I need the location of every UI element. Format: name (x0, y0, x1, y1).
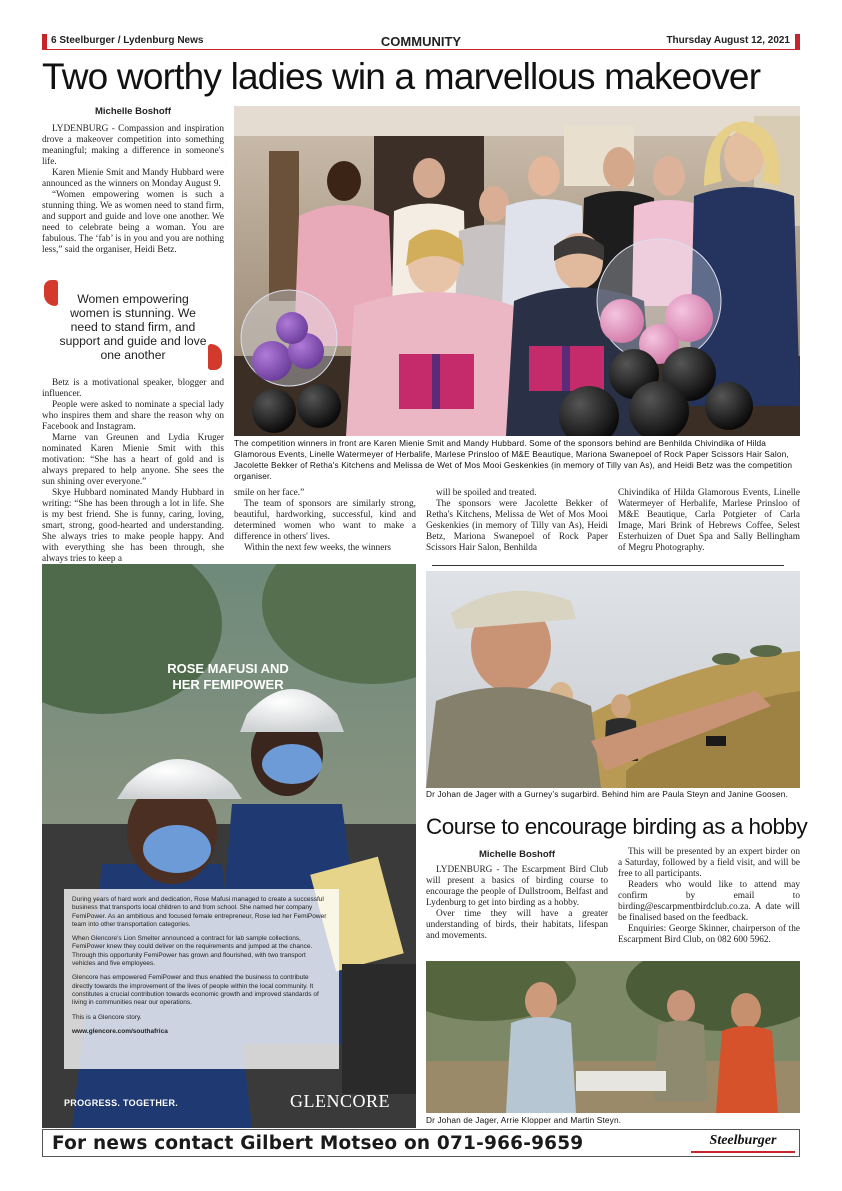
paragraph: Skye Hubbard nominated Mandy Hubbard in writing: “She has been through a lot in life. She is my best friend. She is funny, caring, loving, smart, strong, good-hearted and understanding. She always tries to make people happy. And with everything she has been through, she always tries to keep a (42, 488, 224, 564)
winners-photo-art (234, 106, 800, 436)
winners-photo-caption: The competition winners in front are Karen Mienie Smit and Mandy Hubbard. Some of the sponsors behind are Benhilda Chivindika of Hilda Glamorous Events, Linelle Watermeyer of Herbalife, Marlese Prinsloo of M&E Beautique, Mariona Swanepoel of Rock Paper Scissors Hair Salon, Jacolette Bekker of Retha's Kitchens and Melissa de Wet of Mos Mooi Geskenkies (in memory of Tilly van As), and Heidi Betz was the competition organiser. (234, 438, 793, 481)
paragraph: Karen Mienie Smit and Mandy Hubbard were announced as the winners on Monday August 9. (42, 168, 224, 189)
steelburger-logo: Steelburger (691, 1133, 795, 1153)
article2-byline: Michelle Boshoff (478, 849, 555, 860)
paragraph: Marne van Greunen and Lydia Kruger nominated Karen Mienie Smit with this motivation: “She has a heart of gold and is always prepared to help anyone. She sees the sun shining over everyone.” (42, 433, 224, 487)
glencore-advert[interactable] (42, 564, 416, 1128)
header-page-info: 6 Steelburger / Lydenburg News (51, 35, 204, 46)
quote-open-icon (44, 280, 58, 306)
paragraph: Chivindika of Hilda Glamorous Events, Linelle Watermeyer of Herbalife, Marlese Prinsloo of M&E Beautique, Carla Potgieter of Carla Image, Mari Brink of Hebrews Coffee, Selest Esterhuizen of Duet Spa and Sally Bellingham of Megru Photography. (618, 488, 800, 553)
advert-title: ROSE MAFUSI AND HER FEMIPOWER (167, 661, 289, 692)
paragraph: Glencore has empowered FemiPower and thus enabled the business to contribute directly towards the improvement of the lives of people within the local community. It constitutes a crucial contribution towards economic growth and improved standards of living in communities near our operations. (72, 974, 319, 1007)
paragraph: LYDENBURG - The Escarpment Bird Club will present a basics of birding course to encourage the people of Dullstroom, Belfast and Lydenburg to get into birding as a hobby. (426, 865, 608, 908)
article1-col3 (426, 488, 608, 554)
article1-col1-bottom (42, 378, 224, 565)
paragraph: This is a Glencore story. (72, 1013, 142, 1021)
winners-photo (234, 106, 800, 436)
pull-quote (42, 280, 224, 370)
article1-col1-top (42, 124, 224, 256)
paragraph: The team of sponsors are similarly strong, beautiful, hardworking, successful, kind and determined women who want to make a difference in others' lives. (234, 499, 416, 542)
article1-byline: Michelle Boshoff (94, 106, 171, 117)
paragraph: When Glencore's Lion Smelter announced a contract for lab sample collections, FemiPower knew they could deliver on the requirements and jumped at the chance. Through this opportunity FemiPower has grown and flourished, with two transport vehicles and five employees. (72, 935, 313, 968)
advert-tagline: PROGRESS. TOGETHER. (64, 1098, 179, 1108)
sugarbird-photo-caption: Dr Johan de Jager with a Gurney’s sugarbird. Behind him are Paula Steyn and Janine Goosen. (426, 789, 789, 799)
article2-headline: Course to encourage birding as a hobby (426, 814, 808, 839)
birding-group-photo-art (426, 961, 800, 1113)
divider (432, 565, 784, 566)
paragraph: Readers who would like to attend may confirm by email to birding@escarpmentbirdclub.co.za. A date will be finalised based on the feedback. (618, 880, 800, 923)
footer-banner (42, 1129, 800, 1157)
article2-col2 (618, 847, 800, 946)
pull-quote-text: Women empowering women is stunning. We need to stand firm, and support and guide and love one another (59, 292, 207, 362)
article2-col1 (426, 865, 608, 942)
article1-headline: Two worthy ladies win a marvellous makeover (42, 56, 761, 97)
article1-col4 (618, 488, 800, 554)
advert-text-box (64, 889, 339, 1069)
paragraph: Enquiries: George Skinner, chairperson of the Escarpment Bird Club, on 082 600 5962. (618, 924, 800, 945)
paragraph: LYDENBURG - Compassion and inspiration drove a makeover competition into something meaningful; making a difference in someone's life. (42, 124, 224, 167)
paragraph: will be spoiled and treated. (436, 488, 537, 498)
header-accent-right (795, 34, 800, 49)
footer-contact: For news contact Gilbert Motseo on 071-966-9659 (52, 1133, 584, 1154)
sugarbird-photo (426, 571, 800, 788)
advert-url[interactable]: www.glencore.com/southafrica (72, 1027, 168, 1035)
glencore-logo: GLENCORE (290, 1091, 390, 1111)
header-section: COMMUNITY (380, 34, 462, 49)
birding-group-photo-caption: Dr Johan de Jager, Arrie Klopper and Martin Steyn. (426, 1115, 622, 1125)
paragraph: People were asked to nominate a special lady who inspires them and share the reason why on Facebook and Instagram. (42, 400, 224, 432)
paragraph: “Women empowering women is such a stunning thing. We as women need to stand firm, and support and guide and love one another. We need to celebrate being a woman. You are fabulous. The ‘fab’ is in you and you are nothing less,” said the organiser, Heidi Betz. (42, 190, 224, 255)
header-date: Thursday August 12, 2021 (666, 35, 790, 46)
paragraph: During years of hard work and dedication, Rose Mafusi managed to create a successful business that transports local children to and from school. She named her company FemiPower. As an ambitious and focused female entrepreneur, Rose led her FemiPower team into other transportation categories. (72, 896, 327, 928)
quote-close-icon (208, 344, 222, 370)
paragraph: Within the next few weeks, the winners (244, 543, 392, 553)
paragraph: smile on her face.” (234, 488, 305, 498)
paragraph: This will be presented by an expert birder on a Saturday, followed by a field visit, and will be free to all participants. (618, 847, 800, 879)
birding-group-photo (426, 961, 800, 1113)
paragraph: The sponsors were Jacolette Bekker of Retha's Kitchens, Melissa de Wet of Mos Mooi Geskenkies (in memory of Tilly van As), Heidi Betz, Mariona Swanepoel of Rock Paper Scissors Hair Salon, Benhilda (426, 499, 608, 553)
sugarbird-photo-art (426, 571, 800, 788)
article1-col2 (234, 488, 416, 554)
page-header (42, 34, 800, 50)
paragraph: Betz is a motivational speaker, blogger and influencer. (42, 378, 224, 399)
paragraph: Over time they will have a greater understanding of birds, their habitats, lifespan and movements. (426, 909, 608, 941)
